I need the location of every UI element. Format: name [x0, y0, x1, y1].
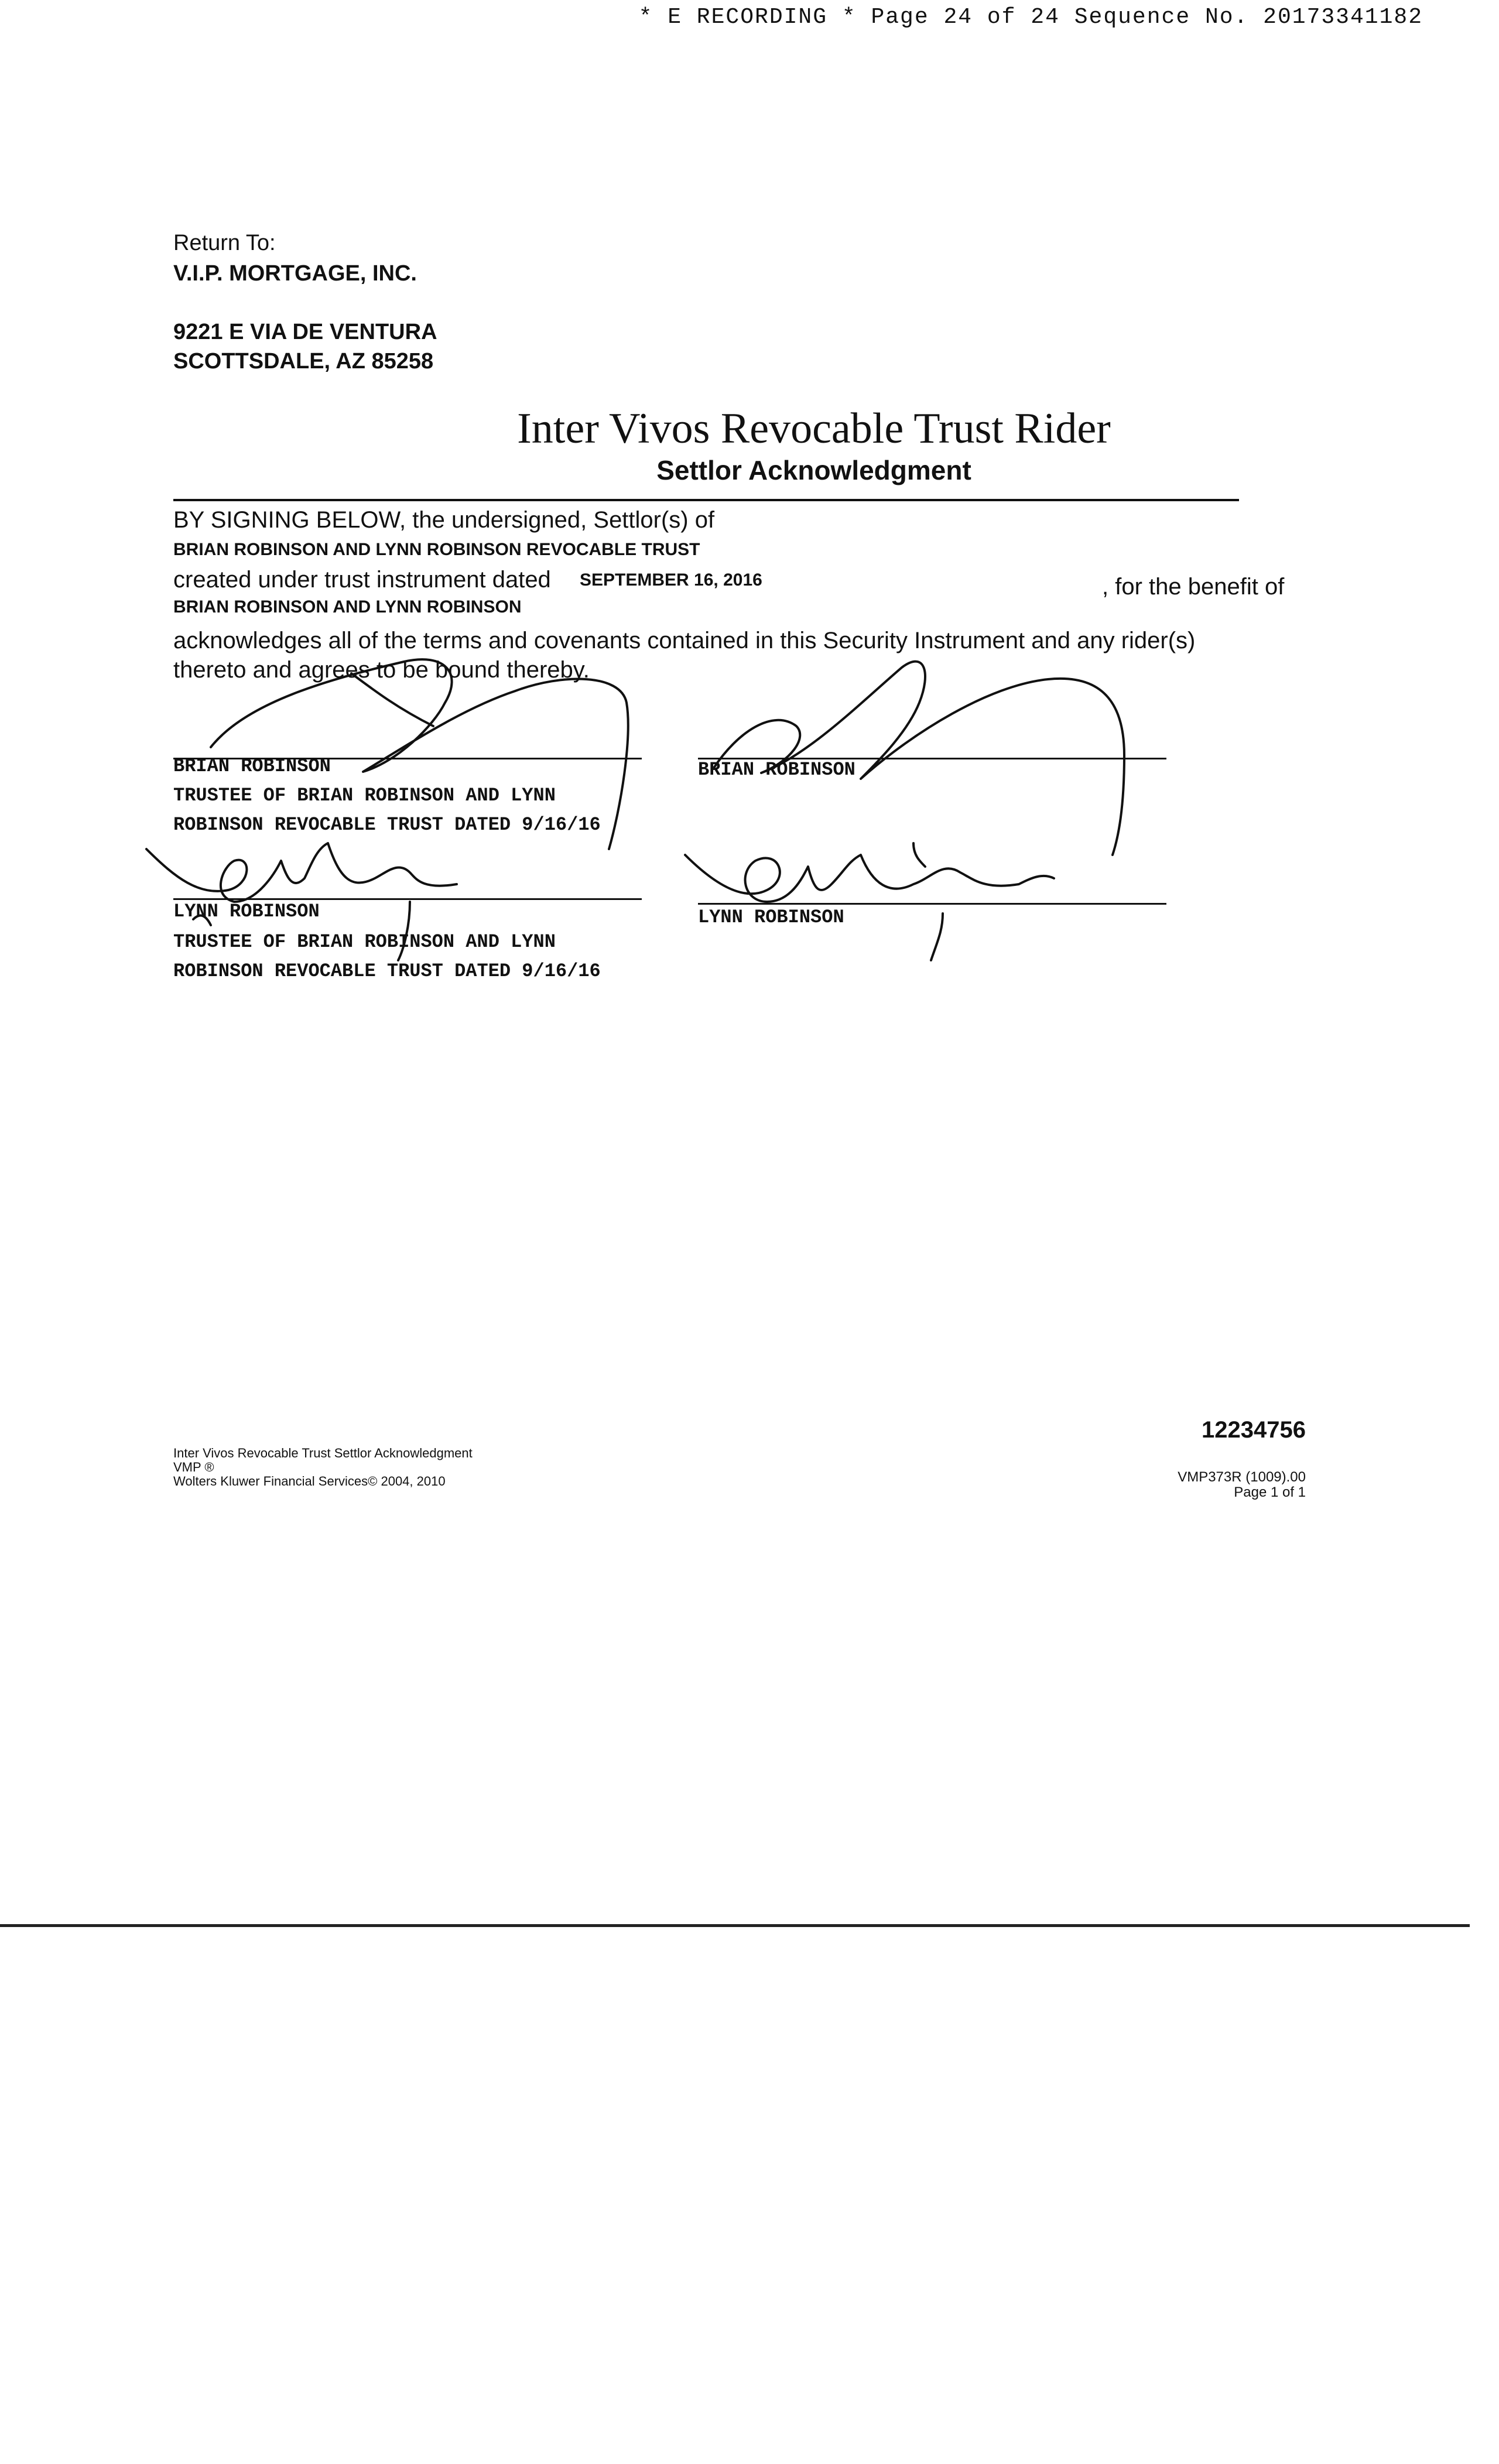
acknowledge-line2: thereto and agrees to be bound thereby. — [173, 657, 590, 683]
signer3-title-line1: TRUSTEE OF BRIAN ROBINSON AND LYNN — [173, 931, 556, 953]
trust-date: SEPTEMBER 16, 2016 — [580, 570, 762, 590]
created-text: created under trust instrument dated — [173, 567, 551, 593]
return-to-label: Return To: — [173, 231, 276, 255]
return-address-line1: 9221 E VIA DE VENTURA — [173, 320, 437, 344]
trust-name: BRIAN ROBINSON AND LYNN ROBINSON REVOCABLE TRUST — [173, 540, 700, 559]
document-subtitle-row — [0, 454, 1499, 486]
signer3-name: LYNN ROBINSON — [173, 901, 320, 922]
beneficiary-name: BRIAN ROBINSON AND LYNN ROBINSON — [173, 597, 522, 617]
footer-publisher: Wolters Kluwer Financial Services© 2004, 2010 — [173, 1474, 446, 1488]
footer-vmp: VMP ® — [173, 1460, 214, 1474]
signer3-title-line2: ROBINSON REVOCABLE TRUST DATED 9/16/16 — [173, 960, 601, 982]
lynn-signature-2 — [685, 843, 1054, 960]
signer4-name: LYNN ROBINSON — [698, 906, 844, 928]
intro-text: BY SIGNING BELOW, the undersigned, Settlor(s) of — [173, 507, 715, 533]
signer2-name: BRIAN ROBINSON — [698, 759, 855, 781]
signer1-name: BRIAN ROBINSON — [173, 755, 331, 777]
form-code-block — [1178, 1470, 1306, 1500]
bottom-scan-rule — [0, 1924, 1470, 1927]
footer-form-name: Inter Vivos Revocable Trust Settlor Acknowledgment — [173, 1446, 473, 1460]
loan-number: 12234756 — [1202, 1417, 1306, 1443]
signer1-title-line1: TRUSTEE OF BRIAN ROBINSON AND LYNN — [173, 785, 556, 806]
footer-form-info — [173, 1446, 583, 1488]
form-code: VMP373R (1009).00 — [1178, 1469, 1306, 1485]
signature-line-3 — [173, 898, 642, 900]
acknowledge-line1: acknowledges all of the terms and covenants contained in this Security Instrument and any rider(s) — [173, 628, 1196, 653]
recording-header: * E RECORDING * Page 24 of 24 Sequence No. 20173341182 — [638, 5, 1423, 30]
document-title: Inter Vivos Revocable Trust Rider — [517, 405, 1111, 453]
page-indicator: Page 1 of 1 — [1234, 1484, 1306, 1500]
title-divider — [173, 499, 1239, 501]
return-address-line2: SCOTTSDALE, AZ 85258 — [173, 349, 434, 374]
signer1-title-line2: ROBINSON REVOCABLE TRUST DATED 9/16/16 — [173, 814, 601, 836]
document-subtitle: Settlor Acknowledgment — [656, 455, 971, 485]
return-to-name: V.I.P. MORTGAGE, INC. — [173, 261, 417, 286]
document-title-row — [0, 404, 1499, 454]
signature-line-4 — [698, 903, 1166, 905]
benefit-text: , for the benefit of — [1102, 574, 1285, 600]
